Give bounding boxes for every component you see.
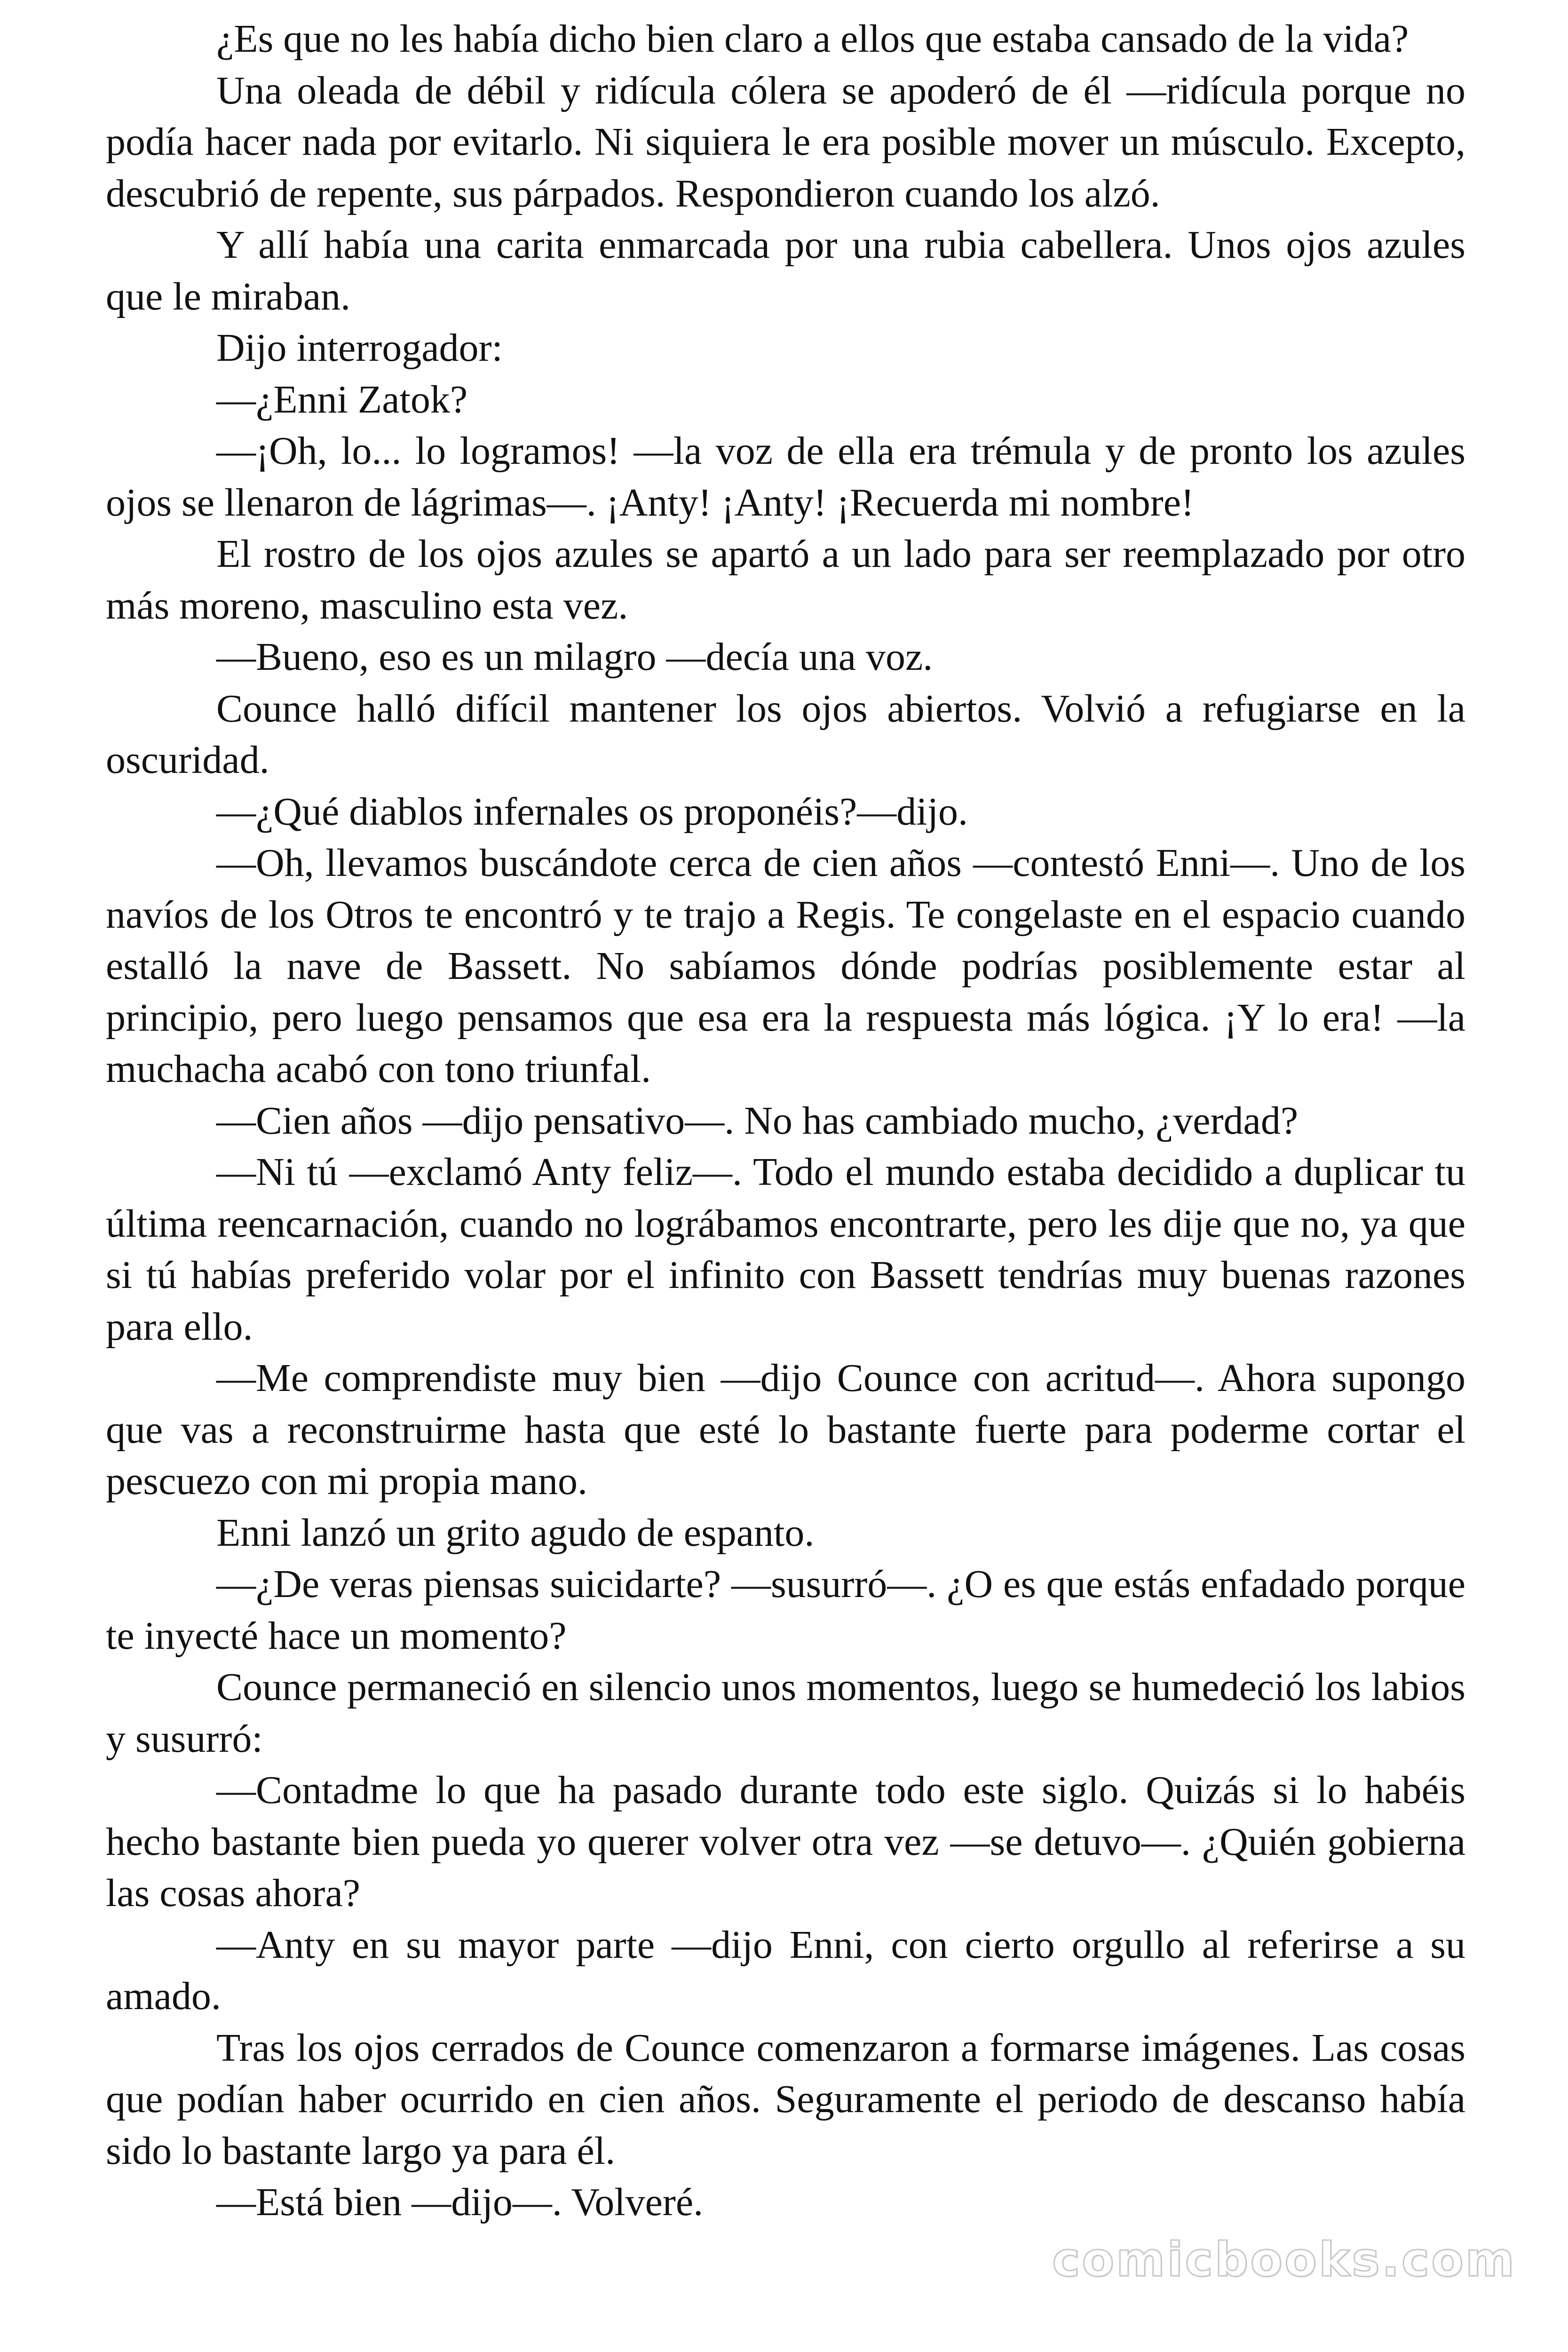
paragraph: —Bueno, eso es un milagro —decía una voz.	[216, 635, 933, 679]
paragraph: —Ni tú —exclamó Anty feliz—. Todo el mundo estaba decidido a duplicar tu última reencarnación, cuando no lográbamos encontrarte, pero les dije que no, ya que si tú habías preferido volar por el infinito con Bassett tendrías muy buenas razones para ello.	[106, 1150, 1465, 1349]
paragraph: Una oleada de débil y ridícula cólera se apoderó de él —ridícula porque no podía hacer nada por evitarlo. Ni siquiera le era posible mover un músculo. Excepto, descubrió de repente, sus párpados. Respondieron cuando los alzó.	[106, 68, 1465, 215]
paragraph: Tras los ojos cerrados de Counce comenzaron a formarse imágenes. Las cosas que podían haber ocurrido en cien años. Seguramente el periodo de descanso había sido lo bastante largo ya para él.	[106, 2026, 1465, 2173]
page-text	[106, 13, 1465, 2228]
paragraph: —Está bien —dijo—. Volveré.	[216, 2180, 704, 2224]
paragraph: Enni lanzó un grito agudo de espanto.	[216, 1510, 815, 1555]
paragraph: —¿Enni Zatok?	[216, 377, 468, 421]
paragraph: —Oh, llevamos buscándote cerca de cien años —contestó Enni—. Uno de los navíos de los Otros te encontró y te trajo a Regis. Te congelaste en el espacio cuando estalló la nave de Bassett. No sabíamos dónde podrías posiblemente estar al principio, pero luego pensamos que esa era la respuesta más lógica. ¡Y lo era! —la muchacha acabó con tono triunfal.	[106, 841, 1465, 1091]
paragraph: ¿Es que no les había dicho bien claro a ellos que estaba cansado de la vida?	[216, 17, 1409, 61]
paragraph: Counce permaneció en silencio unos momentos, luego se humedeció los labios y susurró:	[106, 1665, 1465, 1761]
paragraph: Y allí había una carita enmarcada por una rubia cabellera. Unos ojos azules que le miraban.	[106, 223, 1465, 318]
paragraph: El rostro de los ojos azules se apartó a un lado para ser reemplazado por otro más moreno, masculino esta vez.	[106, 532, 1465, 628]
paragraph: —¿Qué diablos infernales os proponéis?—dijo.	[216, 789, 968, 834]
paragraph: —Anty en su mayor parte —dijo Enni, con cierto orgullo al referirse a su amado.	[106, 1923, 1465, 2018]
paragraph: Counce halló difícil mantener los ojos abiertos. Volvió a refugiarse en la oscuridad.	[106, 686, 1465, 782]
paragraph: —Cien años —dijo pensativo—. No has cambiado mucho, ¿verdad?	[216, 1098, 1299, 1143]
paragraph: —¿De veras piensas suicidarte? —susurró—. ¿O es que estás enfadado porque te inyecté hace un momento?	[106, 1562, 1465, 1658]
paragraph: —¡Oh, lo... lo logramos! —la voz de ella era trémula y de pronto los azules ojos se llenaron de lágrimas—. ¡Anty! ¡Anty! ¡Recuerda mi nombre!	[106, 429, 1465, 524]
paragraph: —Contadme lo que ha pasado durante todo este siglo. Quizás si lo habéis hecho bastante bien pueda yo querer volver otra vez —se detuvo—. ¿Quién gobierna las cosas ahora?	[106, 1768, 1465, 1915]
watermark: comicbooks.com	[1052, 2232, 1516, 2287]
paragraph: —Me comprendiste muy bien —dijo Counce con acritud—. Ahora supongo que vas a reconstruirme hasta que esté lo bastante fuerte para poderme cortar el pescuezo con mi propia mano.	[106, 1356, 1465, 1503]
paragraph: Dijo interrogador:	[216, 326, 503, 370]
